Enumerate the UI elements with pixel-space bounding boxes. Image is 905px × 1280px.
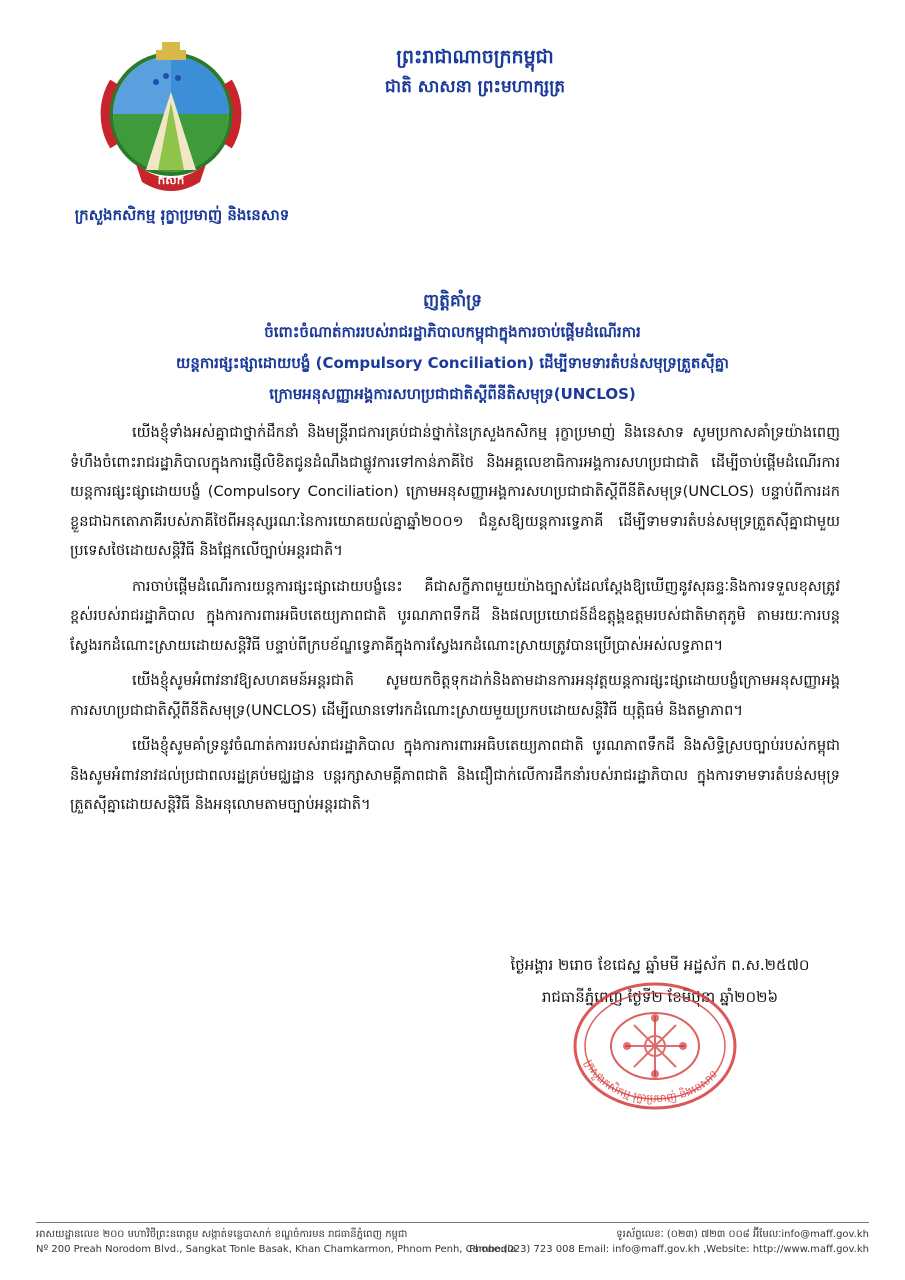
official-seal <box>570 978 740 1113</box>
document-body <box>70 418 840 826</box>
title-line-3: យន្តការផ្សះផ្សាដោយបង្ខំ (Compulsory Conciliation) ដើម្បីទាមទារតំបន់សមុទ្រត្រួតស៊ីគ្នា <box>176 354 729 372</box>
title-line-4: ក្រោមអនុសញ្ញាអង្គការសហប្រជាជាតិស្ដីពីនីតិសមុទ្រ(UNCLOS) <box>269 385 636 403</box>
seal-text: ក្រសួងកសិកម្ម រុក្ខាប្រមាញ់ និងនេសាទ <box>582 1057 721 1106</box>
kingdom-header <box>330 42 620 102</box>
solar-date: រាជធានីភ្នំពេញ ថ្ងៃទី២ ខែមិថុនា ឆ្នាំ២០២៦ <box>541 988 779 1006</box>
footer-contact-km[interactable]: ទូរស័ព្ទលេខៈ (០២៣) ៧២៣ ០០៨ អ៊ីមែលៈinfo@maff.gov.kh <box>616 1229 869 1240</box>
footer-address-km: អាសយដ្ឋានលេខ ២០០ មហាវិថីព្រះនរោត្តម សង្កាត់ទន្លេបាសាក់ ខណ្ឌចំការមន រាជធានីភ្នំពេញ កម្ពុជា <box>36 1229 408 1240</box>
national-motto: ជាតិ សាសនា ព្រះមហាក្សត្រ <box>384 77 566 97</box>
footer-address-en: Nº 200 Preah Norodom Blvd., Sangkat Tonle Basak, Khan Chamkarmon, Phnom Penh, Cambodia <box>36 1244 517 1255</box>
kingdom-name: ព្រះរាជាណាចក្រកម្ពុជា <box>396 46 554 68</box>
footer-divider <box>36 1222 869 1223</box>
lunar-date: ថ្ងៃអង្គារ ២រោច ខែជេស្ឋ ឆ្នាំមមី អដ្ឋស័ក ព.ស.២៥៧០ <box>510 956 810 974</box>
paragraph-4: យើងខ្ញុំសូមគាំទ្រនូវចំណាត់ការរបស់រាជរដ្ឋាភិបាល ក្នុងការការពារអធិបតេយ្យភាពជាតិ បូរណភាពទឹកដី និងសិទ្ធិស្របច្បាប់របស់កម្ពុជា និងសូមអំពាវនាវដល់ប្រជាពលរដ្ឋគ្រប់មជ្ឈដ្ឋាន បន្តរក្សាសាមគ្គីភាពជាតិ និងជឿជាក់លើការដឹកនាំរបស់រាជរដ្ឋាភិបាល ក្នុងការទាមទារតំបន់សមុទ្រត្រួតស៊ីគ្នាដោយសន្តិវិធី និងអនុលោមតាមច្បាប់អន្តរជាតិ។ <box>70 737 840 813</box>
title-line-1: ញត្តិគាំទ្រ <box>422 291 483 311</box>
paragraph-2: ការចាប់ផ្ដើមដំណើរការយន្តការផ្សះផ្សាដោយបង្ខំនេះ គឺជាសក្ខីភាពមួយយ៉ាងច្បាស់ដែលស្ដែងឱ្យឃើញនូវសុឆន្ទៈនិងការទទួលខុសត្រូវខ្ពស់របស់រាជរដ្ឋាភិបាល ក្នុងការការពារអធិបតេយ្យភាពជាតិ បូរណភាពទឹកដី និងផលប្រយោជន៍ដ៏ឧត្តុង្គឧត្តមរបស់ជាតិមាតុភូមិ តាមរយៈការបន្តស្វែងរកដំណោះស្រាយដោយសន្តិវិធី បន្ទាប់ពីក្របខ័ណ្ឌទ្វេភាគីក្នុងការស្វែងរកដំណោះស្រាយត្រូវបានប្រើប្រាស់អស់លទ្ធភាព។ <box>70 577 840 654</box>
logo-text: កសក <box>157 173 185 187</box>
title-line-2: ចំពោះចំណាត់ការរបស់រាជរដ្ឋាភិបាលកម្ពុជាក្នុងការចាប់ផ្ដើមដំណើរការ <box>264 323 641 341</box>
document-title <box>60 286 845 410</box>
paragraph-1: យើងខ្ញុំទាំងអស់គ្នាជាថ្នាក់ដឹកនាំ និងមន្ត្រីរាជការគ្រប់ជាន់ថ្នាក់នៃក្រសួងកសិកម្ម រុក្ខាប្រមាញ់ និងនេសាទ សូមប្រកាសគាំទ្រយ៉ាងពេញទំហឹងចំពោះរាជរដ្ឋាភិបាលក្នុងការផ្ញើលិខិតជូនដំណឹងជាផ្លូវការទៅកាន់ភាគីថៃ និងអគ្គលេខាធិការអង្គការសហប្រជាជាតិ ដើម្បីចាប់ផ្ដើមដំណើរការយន្តការផ្សះផ្សាដោយបង្ខំ (Compulsory Conciliation) ក្រោមអនុសញ្ញាអង្គការសហប្រជាជាតិស្ដីពីនីតិសមុទ្រ(UNCLOS) បន្ទាប់ពីការដកខ្លួនជាឯកតោភាគីរបស់ភាគីថៃពីអនុស្សរណៈនៃការយោគយល់គ្នាឆ្នាំ២០០១ ជំនួសឱ្យយន្តការទ្វេភាគី ដើម្បីទាមទារតំបន់សមុទ្រត្រួតស៊ីគ្នាជាមួយប្រទេសថៃដោយសន្តិវិធី និងផ្អែកលើច្បាប់អន្តរជាតិ។ <box>70 424 840 559</box>
footer-contact-en[interactable]: Phone:(023) 723 008 Email: info@maff.gov.kh ,Website: http://www.maff.gov.kh <box>469 1244 869 1255</box>
ministry-name: ក្រសួងកសិកម្ម រុក្ខាប្រមាញ់ និងនេសាទ <box>74 206 290 224</box>
ministry-logo <box>96 42 246 202</box>
paragraph-3: យើងខ្ញុំសូមអំពាវនាវឱ្យសហគមន៍អន្តរជាតិ សូមយកចិត្តទុកដាក់និងតាមដានការអនុវត្តយន្តការផ្សះផ្សាដោយបង្ខំក្រោមអនុសញ្ញាអង្គការសហប្រជាជាតិស្ដីពីនីតិសមុទ្រ(UNCLOS) ដើម្បីឈានទៅរកដំណោះស្រាយមួយប្រកបដោយសន្តិវិធី យុត្តិធម៌ និងតម្លាភាព។ <box>70 672 840 719</box>
